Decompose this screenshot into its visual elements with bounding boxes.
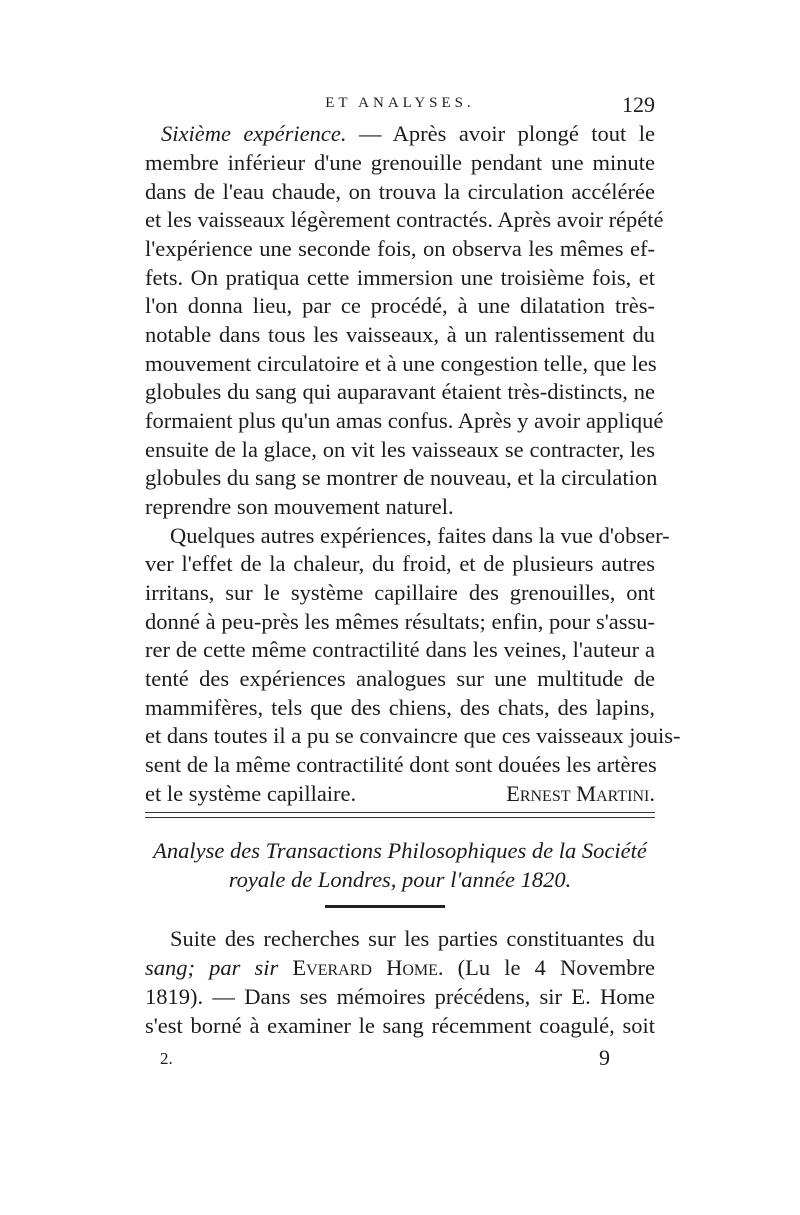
running-title: ET ANALYSES.	[325, 95, 475, 111]
paragraph-line: 1819). — Dans ses mémoires précédens, sir E. Home	[145, 984, 655, 1009]
paragraph-line: l'expérience une seconde fois, on observa les mêmes ef-	[145, 236, 655, 261]
paragraph-line: mouvement circulatoire et à une congestion telle, que les	[145, 351, 657, 376]
paragraph-line: notable dans tous les vaisseaux, à un ralentissement du	[145, 322, 655, 347]
closing-line	[145, 780, 655, 808]
article-title-line-1: Analyse des Transactions Philosophiques de la Société	[153, 838, 647, 863]
author-signature: Ernest Martini.	[506, 781, 655, 806]
paragraph-line: globules du sang qui auparavant étaient très-distincts, ne	[145, 379, 655, 404]
paragraph-line: membre inférieur d'une grenouille pendant une minute	[145, 150, 655, 175]
folio-number: 9	[599, 1045, 610, 1070]
paragraph-last-line: et le système capillaire.	[145, 781, 357, 806]
page-number: 129	[622, 92, 655, 117]
paragraph-line: Suite des recherches sur les parties constituantes du	[170, 926, 655, 951]
page-footer	[160, 1045, 610, 1075]
author-name: Everard Home.	[292, 955, 444, 980]
paragraph-line: Quelques autres expériences, faites dans la vue d'obser-	[170, 523, 670, 548]
article-title-line-2: royale de Londres, pour l'année 1820.	[228, 867, 572, 892]
page-header	[145, 92, 655, 118]
paragraph-line: ver l'effet de la chaleur, du froid, et de plusieurs autres	[145, 551, 655, 576]
signature-mark: 2.	[160, 1049, 173, 1068]
paragraph-line: et dans toutes il a pu se convaincre que ces vaisseaux jouis-	[145, 723, 681, 748]
paragraph-line: reprendre son mouvement naturel.	[145, 494, 454, 519]
paragraph-line: globules du sang se montrer de nouveau, et la circulation	[145, 465, 658, 490]
paragraph-line: sent de la même contractilité dont sont douées les artères	[145, 752, 657, 777]
paragraph-line: sang; par sir Everard Home. (Lu le 4 Novembre	[145, 955, 655, 980]
double-rule-divider	[145, 812, 655, 818]
paragraph-line: fets. On pratiqua cette immersion une troisième fois, et	[145, 265, 655, 290]
paragraph-line: ensuite de la glace, on vit les vaisseaux se contracter, les	[145, 437, 655, 462]
paragraph-line: formaient plus qu'un amas confus. Après y avoir appliqué	[145, 408, 664, 433]
paragraph-line: l'on donna lieu, par ce procédé, à une dilatation très-	[145, 293, 655, 318]
short-rule-divider	[325, 905, 445, 908]
paragraph-line: mammifères, tels que des chiens, des chats, des lapins,	[145, 695, 655, 720]
paragraph-line: et les vaisseaux légèrement contractés. Après avoir répété	[145, 207, 664, 232]
paragraph-line: donné à peu-près les mêmes résultats; enfin, pour s'assu-	[145, 609, 655, 634]
paragraph-line: rer de cette même contractilité dans les veines, l'auteur a	[145, 637, 655, 662]
paragraph-line: s'est borné à examiner le sang récemment coagulé, soit	[145, 1013, 655, 1038]
section-heading: Sixième expérience.	[161, 121, 347, 146]
paragraph-line: Sixième expérience. — Après avoir plongé tout le	[161, 121, 655, 146]
paragraph-line: tenté des expériences analogues sur une multitude de	[145, 666, 655, 691]
paragraph-line: dans de l'eau chaude, on trouva la circulation accélérée	[145, 179, 655, 204]
paragraph-line: irritans, sur le système capillaire des grenouilles, ont	[145, 580, 655, 605]
